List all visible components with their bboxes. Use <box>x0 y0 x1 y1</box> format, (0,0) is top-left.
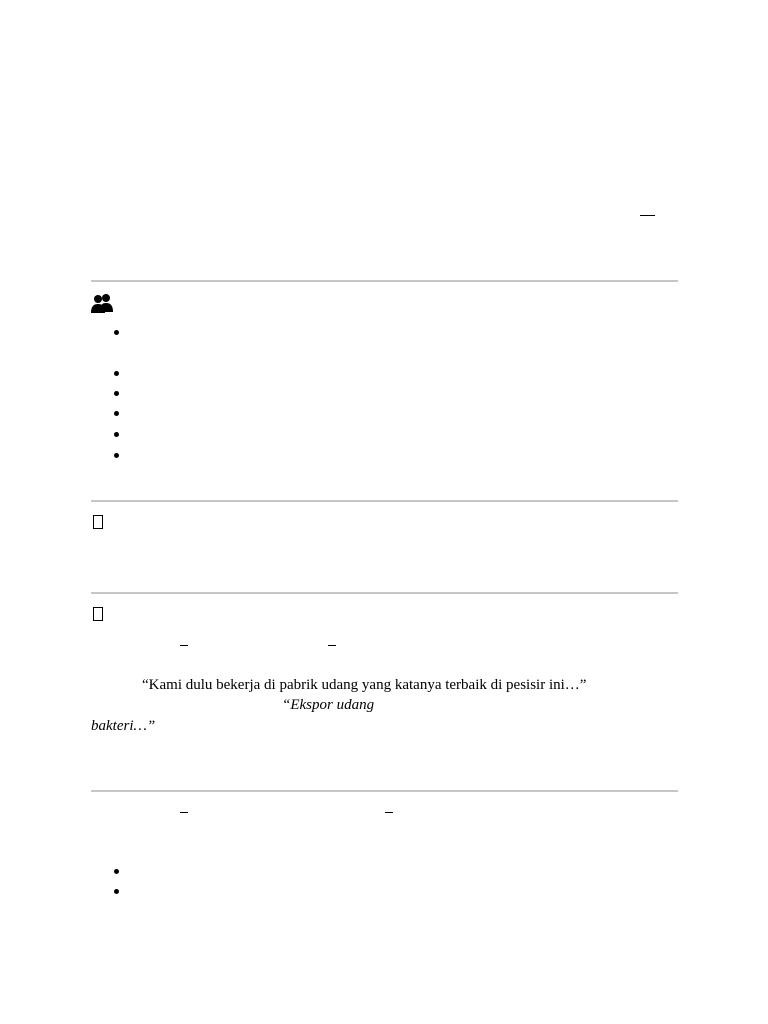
inline-dash <box>180 645 188 646</box>
list-item <box>114 391 119 396</box>
top-dash <box>640 215 655 216</box>
list-item <box>114 371 119 376</box>
quote-line-3: bakteri…” <box>91 718 156 734</box>
missing-glyph-icon <box>93 515 103 529</box>
inline-dash <box>180 812 188 813</box>
list-item <box>114 411 119 416</box>
people-icon <box>91 293 113 315</box>
list-item <box>114 869 119 874</box>
divider-1 <box>91 280 678 282</box>
divider-2 <box>91 500 678 502</box>
list-item <box>114 889 119 894</box>
inline-dash <box>328 645 336 646</box>
list-item <box>114 453 119 458</box>
quote-line-1: “Kami dulu bekerja di pabrik udang yang katanya terbaik di pesisir ini…” <box>142 677 587 693</box>
inline-dash <box>385 812 393 813</box>
missing-glyph-icon <box>93 607 103 621</box>
quote-line-2: “Ekspor udang <box>282 697 375 713</box>
list-item <box>114 330 119 335</box>
divider-3 <box>91 592 678 594</box>
list-item <box>114 432 119 437</box>
divider-4 <box>91 790 678 792</box>
